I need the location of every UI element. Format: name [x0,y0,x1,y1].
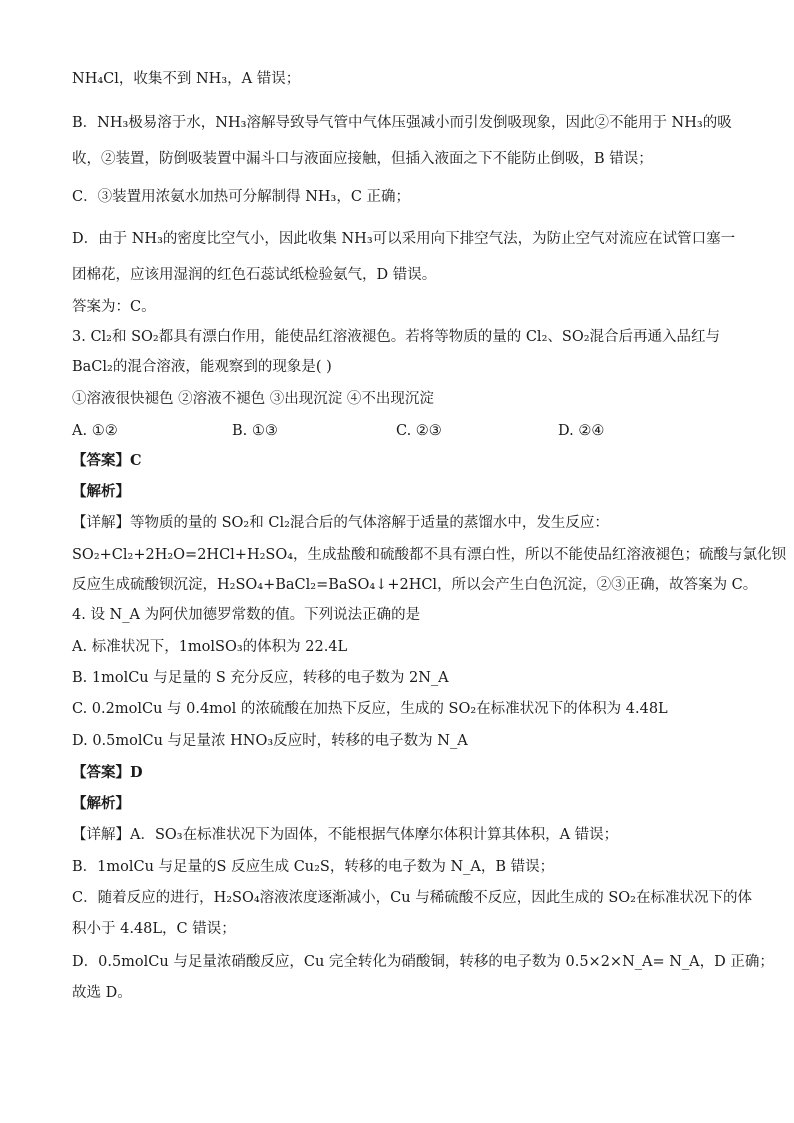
answer-label: 【答案】C [72,452,142,469]
text-line: 团棉花，应该用湿润的红色石蕊试纸检验氨气，D 错误。 [72,267,437,283]
text-line: 收，②装置，防倒吸装置中漏斗口与液面应接触，但插入液面之下不能防止倒吸，B 错误； [72,151,653,167]
question-3-stem: 3. Cl₂和 SO₂都具有漂白作用，能使品红溶液褪色。若将等物质的量的 Cl₂、SO₂混合后再通入品红与 [72,329,721,345]
explanation-line: 反应生成硫酸钡沉淀，H₂SO₄+BaCl₂=BaSO₄↓+2HCl，所以会产生白色沉淀，②③正确，故答案为 C。 [72,577,758,593]
option-b-line: B. 1molCu 与足量的 S 充分反应，转移的电子数为 2N_A [72,670,449,686]
answer-line: 答案为：C。 [72,299,156,315]
question-4-stem: 4. 设 N_A 为阿伏加德罗常数的值。下列说法正确的是 [72,607,421,623]
option-d: D. ②④ [558,423,605,439]
question-3-items: ①溶液很快褪色 ②溶液不褪色 ③出现沉淀 ④不出现沉淀 [72,391,434,407]
explanation-line: SO₂+Cl₂+2H₂O=2HCl+H₂SO₄，生成盐酸和硫酸都不具有漂白性，所以不能使品红溶液褪色；硫酸与氯化钡 [72,547,787,563]
explanation-line: 【详解】A．SO₃在标准状况下为固体，不能根据气体摩尔体积计算其体积，A 错误； [72,827,619,843]
explanation-line: C．随着反应的进行，H₂SO₄溶液浓度逐渐减小，Cu 与稀硫酸不反应，因此生成的 SO₂在标准状况下的体 [72,890,752,906]
explanation-line: B．1molCu 与足量的S 反应生成 Cu₂S，转移的电子数为 N_A，B 错误； [72,859,555,875]
option-d-line: D. 0.5molCu 与足量浓 HNO₃反应时，转移的电子数为 N_A [72,733,468,749]
option-a-line: A. 标准状况下，1molSO₃的体积为 22.4L [72,639,348,655]
explanation-line: 【详解】等物质的量的 SO₂和 Cl₂混合后的气体溶解于适量的蒸馏水中，发生反应： [72,515,609,531]
question-3-stem: BaCl₂的混合溶液，能观察到的现象是( ) [72,359,332,375]
text-line: C．③装置用浓氨水加热可分解制得 NH₃，C 正确； [72,189,411,205]
text-line: NH₄Cl，收集不到 NH₃，A 错误； [72,71,301,87]
option-c: C. ②③ [396,423,442,439]
explanation-line: 积小于 4.48L，C 错误； [72,921,236,937]
conclusion-line: 故选 D。 [72,985,132,1001]
explanation-line: D．0.5molCu 与足量浓硝酸反应，Cu 完全转化为硝酸铜，转移的电子数为 0.5×2×N_A= N_A，D 正确； [72,954,774,970]
analysis-label: 【解析】 [72,795,130,812]
option-b: B. ①③ [232,423,278,439]
text-line: D．由于 NH₃的密度比空气小，因此收集 NH₃可以采用向下排空气法，为防止空气对流应在试管口塞一 [72,231,736,247]
answer-label: 【答案】D [72,764,143,781]
option-a: A. ①② [72,423,118,439]
text-line: B．NH₃极易溶于水，NH₃溶解导致导气管中气体压强减小而引发倒吸现象，因此②不能用于 NH₃的吸 [72,115,732,131]
analysis-label: 【解析】 [72,483,130,500]
option-c-line: C. 0.2molCu 与 0.4mol 的浓硫酸在加热下反应，生成的 SO₂在标准状况下的体积为 4.48L [72,701,668,717]
